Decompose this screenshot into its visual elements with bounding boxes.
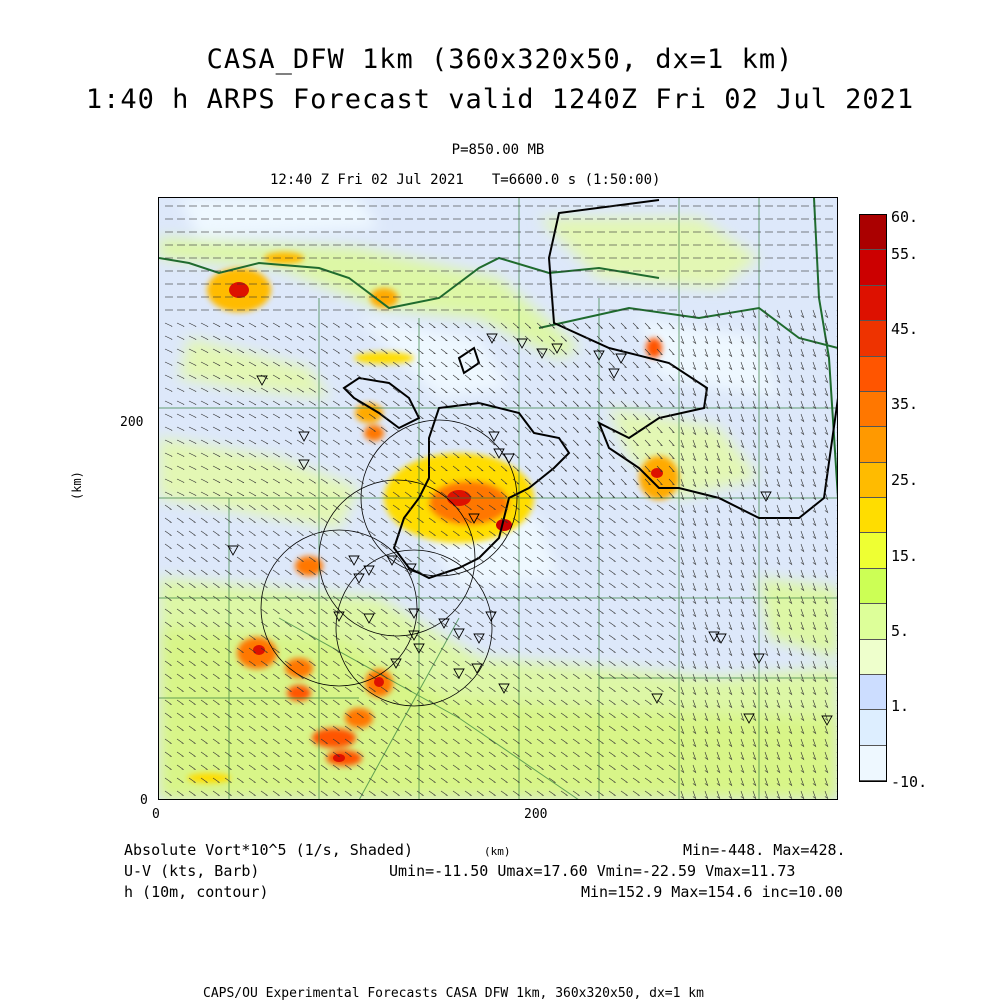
colorbar-label: 25. <box>891 471 919 489</box>
wind-stats: Umin=-11.50 Umax=17.60 Vmin=-22.59 Vmax=11.73 <box>389 862 796 880</box>
colorbar-segment <box>860 357 886 392</box>
legend-field-3: h (10m, contour) <box>124 883 269 901</box>
y-tick-0: 0 <box>140 793 148 808</box>
colorbar-segment <box>860 675 886 710</box>
colorbar-label: 15. <box>891 547 919 565</box>
map-canvas <box>159 198 838 800</box>
x-axis-label: (km) <box>484 845 511 858</box>
colorbar-segment <box>860 215 886 250</box>
height-stats: Min=152.9 Max=154.6 inc=10.00 <box>581 883 843 901</box>
vorticity-map[interactable] <box>159 198 838 800</box>
colorbar-label: -10. <box>891 773 928 791</box>
colorbar-segment <box>860 392 886 427</box>
legend-field-1: Absolute Vort*10^5 (1/s, Shaded) <box>124 841 413 859</box>
valid-time-line <box>270 172 688 188</box>
colorbar-segment <box>860 569 886 604</box>
colorbar-segment <box>860 463 886 498</box>
colorbar-label: 35. <box>891 395 919 413</box>
colorbar-segment <box>860 427 886 462</box>
colorbar-segment <box>860 710 886 745</box>
colorbar-segment <box>860 498 886 533</box>
valid-time: 12:40 Z Fri 02 Jul 2021 <box>270 172 464 188</box>
y-tick-200: 200 <box>120 415 144 430</box>
y-axis-label: (km) <box>70 471 84 500</box>
colorbar <box>859 214 887 782</box>
colorbar-segment <box>860 746 886 781</box>
vorticity-stats: Min=-448. Max=428. <box>683 841 846 859</box>
footer-credit: CAPS/OU Experimental Forecasts CASA DFW 1km, 360x320x50, dx=1 km <box>203 986 704 1001</box>
model-time: T=6600.0 s (1:50:00) <box>491 172 661 188</box>
colorbar-segment <box>860 321 886 356</box>
colorbar-segment <box>860 286 886 321</box>
title-line-1: CASA_DFW 1km (360x320x50, dx=1 km) <box>206 44 794 75</box>
legend-field-2: U-V (kts, Barb) <box>124 862 260 880</box>
colorbar-segment <box>860 604 886 639</box>
colorbar-label: 55. <box>891 245 919 263</box>
x-tick-0: 0 <box>152 807 160 822</box>
x-tick-200: 200 <box>524 807 548 822</box>
colorbar-segment <box>860 250 886 285</box>
colorbar-label: 5. <box>891 622 910 640</box>
colorbar-label: 60. <box>891 208 919 226</box>
colorbar-label: 45. <box>891 320 919 338</box>
title-line-2: 1:40 h ARPS Forecast valid 1240Z Fri 02 Jul 2021 <box>85 84 915 115</box>
colorbar-segment <box>860 533 886 568</box>
colorbar-label: 1. <box>891 697 910 715</box>
pressure-level: P=850.00 MB <box>451 142 545 158</box>
colorbar-segment <box>860 640 886 675</box>
